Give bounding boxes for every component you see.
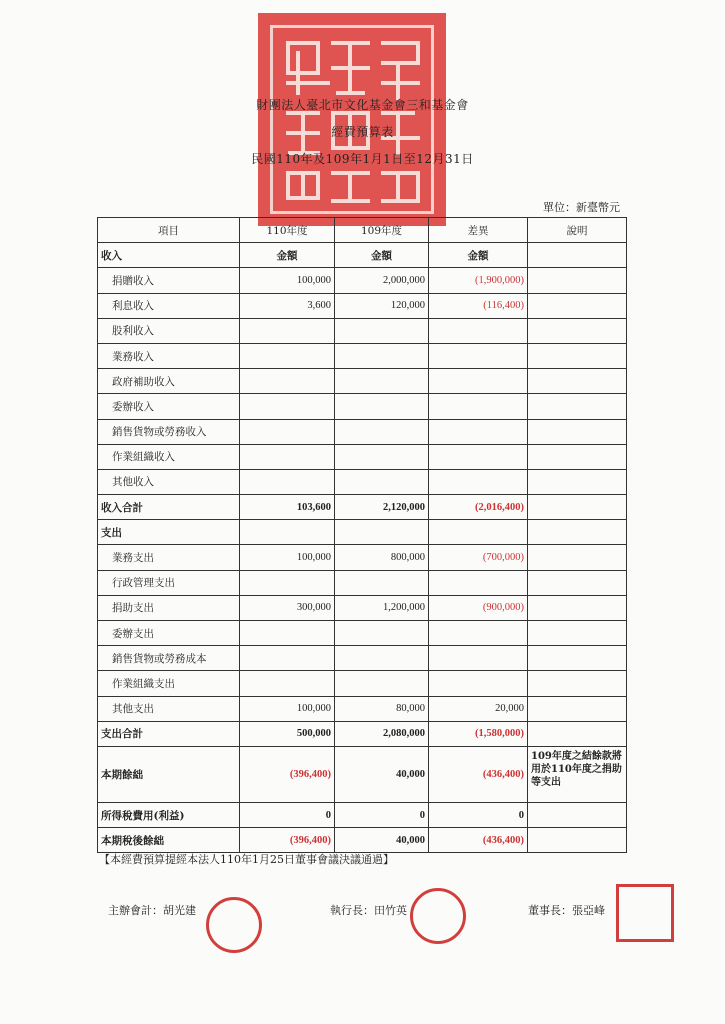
row-item: 所得稅費用(利益) xyxy=(98,802,240,827)
row-109 xyxy=(335,671,429,696)
table-row xyxy=(98,318,627,343)
row-109: 120,000 xyxy=(335,293,429,318)
row-110: 500,000 xyxy=(240,721,335,746)
row-item: 其他支出 xyxy=(98,696,240,721)
table-row xyxy=(98,394,627,419)
row-110: 100,000 xyxy=(240,696,335,721)
row-110 xyxy=(240,369,335,394)
accountant-signature: 主辦會計：胡光建 xyxy=(108,904,196,917)
row-110: 0 xyxy=(240,802,335,827)
table-row xyxy=(98,696,627,721)
row-diff xyxy=(429,469,528,494)
row-110: 300,000 xyxy=(240,595,335,620)
row-109 xyxy=(335,419,429,444)
row-109: 金額 xyxy=(335,243,429,268)
row-110 xyxy=(240,469,335,494)
row-diff xyxy=(429,671,528,696)
row-110 xyxy=(240,444,335,469)
row-item: 利息收入 xyxy=(98,293,240,318)
row-diff xyxy=(429,318,528,343)
row-diff xyxy=(429,646,528,671)
row-note xyxy=(528,545,627,570)
row-item: 支出 xyxy=(98,520,240,545)
table-row xyxy=(98,802,627,827)
row-item: 銷售貨物或勞務收入 xyxy=(98,419,240,444)
official-seal-large xyxy=(258,13,446,226)
row-item: 其他收入 xyxy=(98,469,240,494)
row-diff: (436,400) xyxy=(429,828,528,853)
table-row xyxy=(98,545,627,570)
row-item: 作業組織支出 xyxy=(98,671,240,696)
row-note xyxy=(528,671,627,696)
row-item: 委辦支出 xyxy=(98,621,240,646)
row-109: 40,000 xyxy=(335,828,429,853)
table-row xyxy=(98,520,627,545)
row-note: 109年度之結餘款將用於110年度之捐助等支出 xyxy=(528,746,627,802)
row-109: 40,000 xyxy=(335,746,429,802)
row-110 xyxy=(240,343,335,368)
executive-signature: 執行長：田竹英 xyxy=(330,904,407,917)
row-109: 0 xyxy=(335,802,429,827)
row-110: 100,000 xyxy=(240,268,335,293)
row-110 xyxy=(240,570,335,595)
header-110: 110年度 xyxy=(240,218,335,243)
chairman-signature: 董事長：張亞峰 xyxy=(528,904,605,917)
row-109 xyxy=(335,369,429,394)
row-item: 業務收入 xyxy=(98,343,240,368)
table-row xyxy=(98,444,627,469)
row-note xyxy=(528,394,627,419)
row-note xyxy=(528,469,627,494)
table-row xyxy=(98,369,627,394)
table-row xyxy=(98,268,627,293)
currency-unit: 單位：新臺幣元 xyxy=(543,201,620,214)
row-item: 捐贈收入 xyxy=(98,268,240,293)
executive-seal xyxy=(410,888,466,944)
statement-title: 經費預算表 xyxy=(331,125,394,139)
row-note xyxy=(528,621,627,646)
row-109 xyxy=(335,444,429,469)
budget-table xyxy=(97,217,627,853)
statement-period: 民國110年及109年1月1日至12月31日 xyxy=(251,152,474,166)
row-note xyxy=(528,802,627,827)
row-109 xyxy=(335,394,429,419)
row-110 xyxy=(240,419,335,444)
row-item: 政府補助收入 xyxy=(98,369,240,394)
row-item: 收入合計 xyxy=(98,495,240,520)
row-109: 2,120,000 xyxy=(335,495,429,520)
accountant-seal xyxy=(206,897,262,953)
row-note xyxy=(528,828,627,853)
row-109: 80,000 xyxy=(335,696,429,721)
table-row xyxy=(98,671,627,696)
table-row xyxy=(98,570,627,595)
row-item: 作業組織收入 xyxy=(98,444,240,469)
table-row xyxy=(98,621,627,646)
table-row xyxy=(98,746,627,802)
table-row xyxy=(98,495,627,520)
row-note xyxy=(528,293,627,318)
row-note xyxy=(528,646,627,671)
row-note xyxy=(528,495,627,520)
row-diff: 金額 xyxy=(429,243,528,268)
table-row xyxy=(98,343,627,368)
table-row xyxy=(98,646,627,671)
row-110: (396,400) xyxy=(240,746,335,802)
row-109 xyxy=(335,469,429,494)
row-diff xyxy=(429,621,528,646)
row-item: 股利收入 xyxy=(98,318,240,343)
row-note xyxy=(528,696,627,721)
chairman-seal xyxy=(616,884,674,942)
row-110 xyxy=(240,520,335,545)
row-note xyxy=(528,570,627,595)
organization-name: 財團法人臺北市文化基金會三和基金會 xyxy=(256,98,469,112)
header-item: 項目 xyxy=(98,218,240,243)
table-row xyxy=(98,595,627,620)
row-diff: (2,016,400) xyxy=(429,495,528,520)
row-item: 本期餘絀 xyxy=(98,746,240,802)
row-109: 1,200,000 xyxy=(335,595,429,620)
row-note xyxy=(528,343,627,368)
table-row xyxy=(98,828,627,853)
row-item: 行政管理支出 xyxy=(98,570,240,595)
row-109: 800,000 xyxy=(335,545,429,570)
row-109: 2,080,000 xyxy=(335,721,429,746)
table-row xyxy=(98,243,627,268)
table-row xyxy=(98,293,627,318)
row-diff: (1,580,000) xyxy=(429,721,528,746)
row-110: 3,600 xyxy=(240,293,335,318)
row-110 xyxy=(240,646,335,671)
row-note xyxy=(528,268,627,293)
header-109: 109年度 xyxy=(335,218,429,243)
row-item: 本期稅後餘絀 xyxy=(98,828,240,853)
row-note xyxy=(528,318,627,343)
row-110 xyxy=(240,318,335,343)
row-109 xyxy=(335,343,429,368)
row-diff: 0 xyxy=(429,802,528,827)
row-diff xyxy=(429,520,528,545)
header-diff: 差異 xyxy=(429,218,528,243)
row-note xyxy=(528,721,627,746)
row-item: 捐助支出 xyxy=(98,595,240,620)
row-note xyxy=(528,444,627,469)
approval-note: 【本經費預算提經本法人110年1月25日董事會議決議通過】 xyxy=(99,853,394,866)
row-110: 金額 xyxy=(240,243,335,268)
table-row xyxy=(98,721,627,746)
row-note xyxy=(528,243,627,268)
row-note xyxy=(528,595,627,620)
row-110: 100,000 xyxy=(240,545,335,570)
table-header-row xyxy=(98,218,627,243)
row-diff xyxy=(429,394,528,419)
row-item: 收入 xyxy=(98,243,240,268)
row-diff: (1,900,000) xyxy=(429,268,528,293)
row-diff xyxy=(429,570,528,595)
row-109 xyxy=(335,621,429,646)
row-109 xyxy=(335,520,429,545)
row-note xyxy=(528,419,627,444)
row-110 xyxy=(240,621,335,646)
row-item: 支出合計 xyxy=(98,721,240,746)
table-row xyxy=(98,469,627,494)
row-109: 2,000,000 xyxy=(335,268,429,293)
row-note xyxy=(528,520,627,545)
row-110: 103,600 xyxy=(240,495,335,520)
row-diff: (900,000) xyxy=(429,595,528,620)
row-note xyxy=(528,369,627,394)
row-110: (396,400) xyxy=(240,828,335,853)
row-diff xyxy=(429,419,528,444)
row-109 xyxy=(335,318,429,343)
row-diff: (700,000) xyxy=(429,545,528,570)
row-item: 業務支出 xyxy=(98,545,240,570)
table-row xyxy=(98,419,627,444)
row-diff xyxy=(429,343,528,368)
row-109 xyxy=(335,646,429,671)
row-item: 銷售貨物或勞務成本 xyxy=(98,646,240,671)
row-diff: 20,000 xyxy=(429,696,528,721)
row-diff: (116,400) xyxy=(429,293,528,318)
seal-glyph-pattern xyxy=(258,13,446,226)
row-diff: (436,400) xyxy=(429,746,528,802)
row-110 xyxy=(240,394,335,419)
row-item: 委辦收入 xyxy=(98,394,240,419)
header-note: 說明 xyxy=(528,218,627,243)
row-110 xyxy=(240,671,335,696)
row-109 xyxy=(335,570,429,595)
row-diff xyxy=(429,444,528,469)
row-diff xyxy=(429,369,528,394)
